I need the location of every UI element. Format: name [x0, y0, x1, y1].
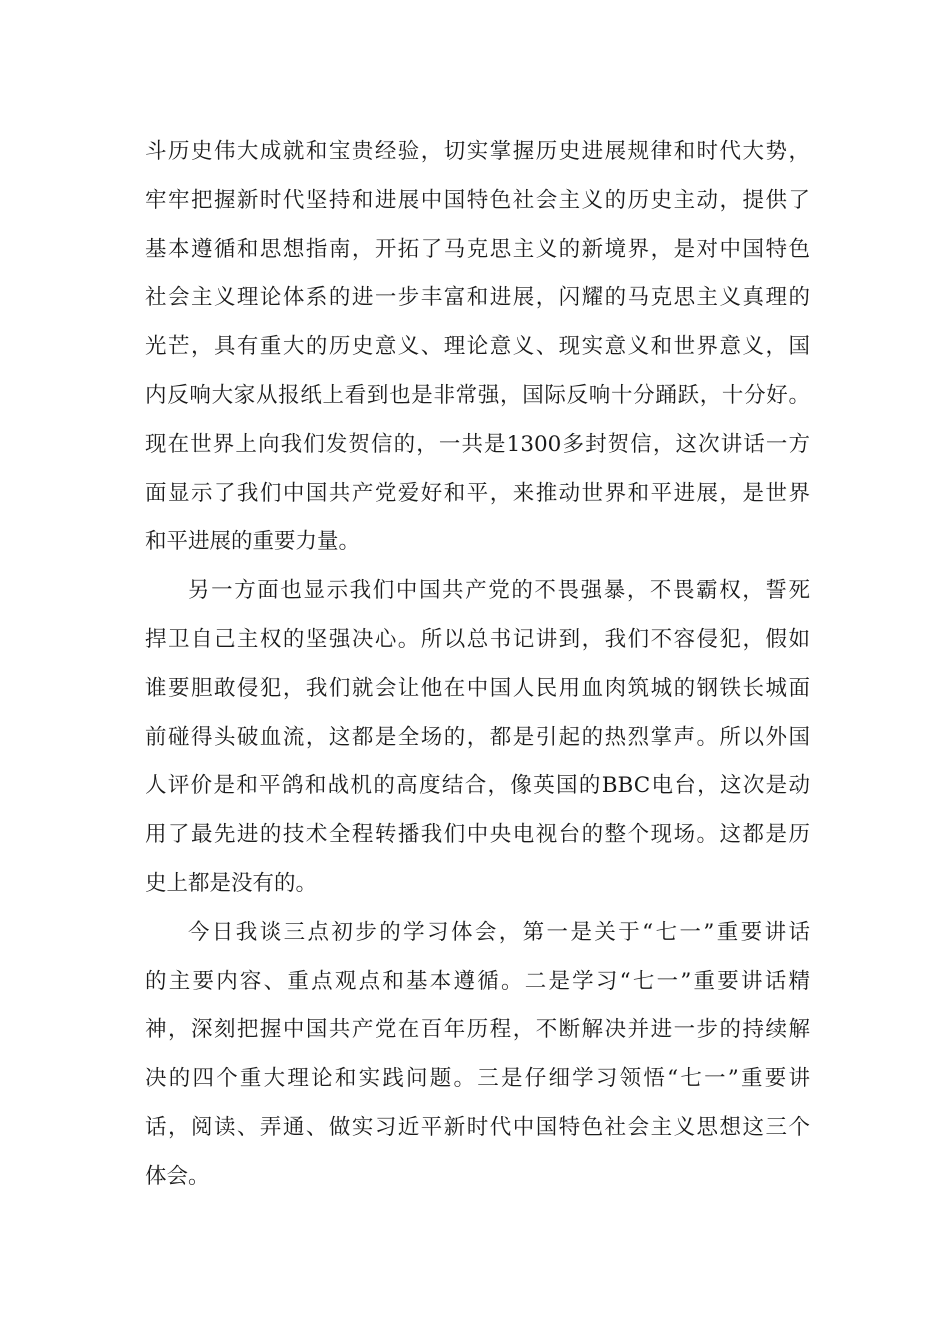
text-line: 和平进展的重要力量。	[145, 529, 361, 555]
text-line: 今日我谈三点初步的学习体会，第一是关于“七一”重要讲话	[188, 919, 810, 945]
text-line: 神，深刻把握中国共产党在百年历程，不断解决并进一步的持续解	[145, 1017, 810, 1043]
text-line: 斗历史伟大成就和宝贵经验，切实掌握历史进展规律和时代大势，	[145, 139, 810, 164]
text-line: 内反响大家从报纸上看到也是非常强，国际反响十分踊跃，十分好。	[145, 382, 810, 408]
text-line: 决的四个重大理论和实践问题。三是仔细学习领悟“七一”重要讲	[145, 1066, 810, 1092]
paragraph-1	[145, 128, 810, 567]
text-line: 捍卫自己主权的坚强决心。所以总书记讲到，我们不容侵犯，假如	[145, 626, 810, 652]
text-line: 基本遵循和思想指南，开拓了马克思主义的新境界，是对中国特色	[145, 236, 810, 262]
text-line: 用了最先进的技术全程转播我们中央电视台的整个现场。这都是历	[145, 822, 810, 848]
text-line: 另一方面也显示我们中国共产党的不畏强暴，不畏霸权，誓死	[188, 578, 810, 604]
text-line: 谁要胆敢侵犯，我们就会让他在中国人民用血肉筑城的钢铁长城面	[145, 675, 810, 701]
text-line: 人评价是和平鸽和战机的高度结合，像英国的BBC电台，这次是动	[145, 773, 810, 799]
text-line: 史上都是没有的。	[145, 870, 318, 896]
text-line: 体会。	[145, 1163, 210, 1189]
text-line: 牢牢把握新时代坚持和进展中国特色社会主义的历史主动，提供了	[145, 187, 810, 213]
paragraph-2	[145, 567, 810, 909]
paragraph-3	[145, 909, 810, 1202]
text-line: 前碰得头破血流，这都是全场的，都是引起的热烈掌声。所以外国	[145, 724, 810, 750]
document-body	[145, 128, 810, 1202]
text-line: 话，阅读、弄通、做实习近平新时代中国特色社会主义思想这三个	[145, 1114, 810, 1140]
text-line: 的主要内容、重点观点和基本遵循。二是学习“七一”重要讲话精	[145, 968, 810, 994]
text-line: 社会主义理论体系的进一步丰富和进展，闪耀的马克思主义真理的	[145, 285, 810, 311]
text-line: 现在世界上向我们发贺信的，一共是1300多封贺信，这次讲话一方	[145, 431, 810, 457]
text-line: 光芒，具有重大的历史意义、理论意义、现实意义和世界意义，国	[145, 334, 810, 360]
text-line: 面显示了我们中国共产党爱好和平，来推动世界和平进展，是世界	[145, 480, 810, 506]
